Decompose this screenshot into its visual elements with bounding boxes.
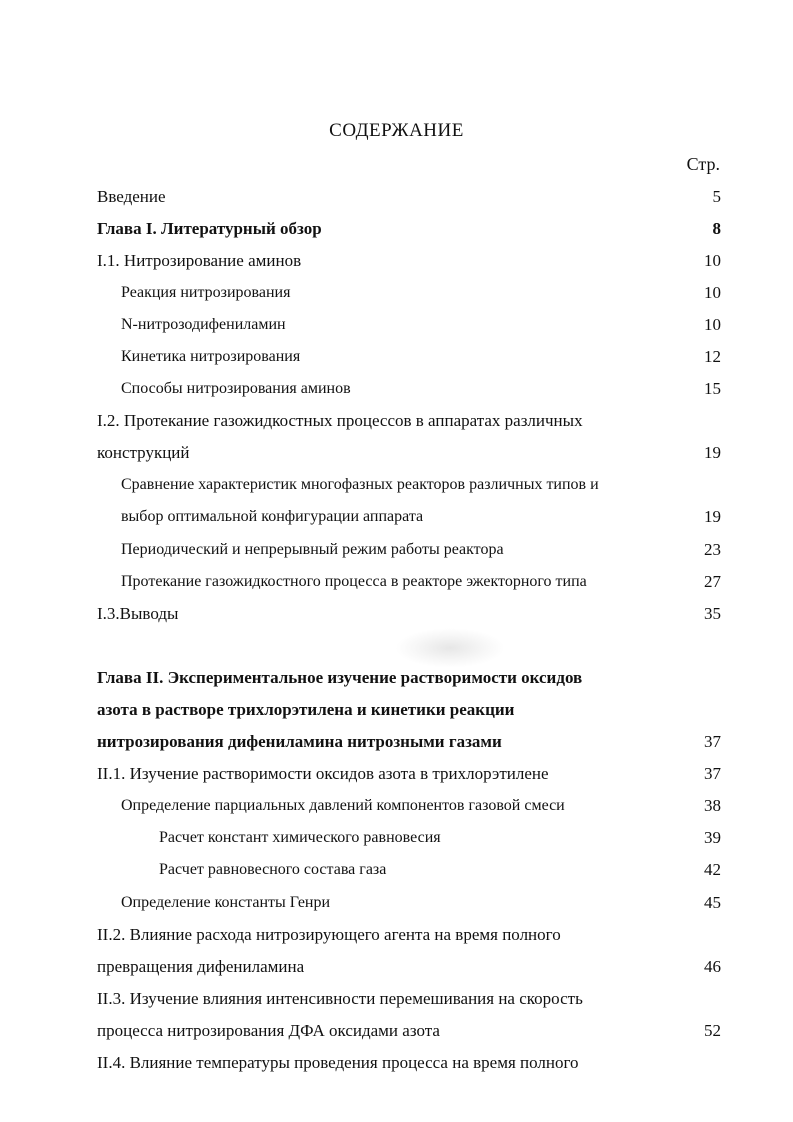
toc-entry-page: 10 bbox=[704, 315, 721, 334]
toc-entry bbox=[0, 1050, 793, 1076]
toc-entry-text: нитрозирования дифениламина нитрозными газами bbox=[97, 732, 502, 751]
toc-entry-text: превращения дифениламина bbox=[97, 957, 305, 976]
toc-entry-page: 37 bbox=[704, 764, 721, 783]
toc-entry-text: Реакция нитрозирования bbox=[121, 284, 291, 301]
toc-entry-text: Глава II. Экспериментальное изучение растворимости оксидов bbox=[97, 668, 583, 687]
toc-subentry bbox=[0, 472, 793, 498]
toc-entry-text: Сравнение характеристик многофазных реакторов различных типов и bbox=[121, 476, 599, 493]
toc-entry-text: II.1. Изучение растворимости оксидов азота в трихлорэтилене bbox=[97, 764, 549, 783]
toc-entry-text: Кинетика нитрозирования bbox=[121, 348, 301, 365]
toc-chapter bbox=[0, 216, 793, 242]
toc-entry-text: Глава I. Литературный обзор bbox=[97, 219, 322, 238]
toc-subentry bbox=[0, 312, 793, 338]
toc-subentry bbox=[0, 537, 793, 563]
toc-subentry bbox=[0, 890, 793, 916]
toc-entry bbox=[0, 184, 793, 210]
toc-entry-text: процесса нитрозирования ДФА оксидами азота bbox=[97, 1021, 440, 1040]
toc-entry-page: 46 bbox=[704, 957, 721, 976]
toc-entry-page: 23 bbox=[704, 540, 721, 559]
toc-subentry bbox=[0, 280, 793, 306]
toc-entry-text: конструкций bbox=[97, 443, 190, 462]
toc-entry-text: Определение парциальных давлений компонентов газовой смеси bbox=[121, 797, 565, 814]
toc-entry-text: II.3. Изучение влияния интенсивности перемешивания на скорость bbox=[97, 989, 583, 1008]
toc-entry-text: выбор оптимальной конфигурации аппарата bbox=[121, 508, 424, 525]
toc-entry bbox=[0, 1018, 793, 1044]
toc-subsubentry bbox=[0, 857, 793, 883]
toc-entry-page: 5 bbox=[712, 187, 721, 206]
toc-entry-page: 27 bbox=[704, 572, 721, 591]
toc-entry-page: 37 bbox=[704, 732, 721, 751]
toc-entry-page: 10 bbox=[704, 251, 721, 270]
toc-entry-text: Протекание газожидкостного процесса в реакторе эжекторного типа bbox=[121, 573, 587, 590]
scan-smudge bbox=[395, 628, 505, 668]
toc-chapter bbox=[0, 697, 793, 723]
toc-entry-page: 10 bbox=[704, 283, 721, 302]
toc-entry-text: Определение константы Генри bbox=[121, 894, 331, 911]
toc-subentry bbox=[0, 344, 793, 370]
toc-entry-page: 38 bbox=[704, 796, 721, 815]
toc-entry-page: 45 bbox=[704, 893, 721, 912]
toc-entry-text: Введение bbox=[97, 187, 166, 206]
toc-entry bbox=[0, 248, 793, 274]
toc-entry bbox=[0, 761, 793, 787]
toc-entry-page: 42 bbox=[704, 860, 721, 879]
toc-entry-page: 35 bbox=[704, 604, 721, 623]
toc-entry-page: 19 bbox=[704, 443, 721, 462]
toc-entry-page: 15 bbox=[704, 379, 721, 398]
toc-entry-text: Расчет равновесного состава газа bbox=[159, 861, 387, 878]
toc-entry-page: 19 bbox=[704, 507, 721, 526]
toc-subentry bbox=[0, 504, 793, 530]
toc-entry-text: I.1. Нитрозирование аминов bbox=[97, 251, 302, 270]
toc-entry-text: Периодический и непрерывный режим работы реактора bbox=[121, 541, 504, 558]
toc-subentry bbox=[0, 569, 793, 595]
toc-entry-text: II.4. Влияние температуры проведения процесса на время полного bbox=[97, 1053, 579, 1072]
toc-entry-text: I.3.Выводы bbox=[97, 604, 179, 623]
toc-entry-text: азота в растворе трихлорэтилена и кинетики реакции bbox=[97, 700, 515, 719]
toc-entry-page: 12 bbox=[704, 347, 721, 366]
toc-entry bbox=[0, 922, 793, 948]
toc-entry-page: 8 bbox=[712, 219, 721, 238]
toc-entry bbox=[0, 440, 793, 466]
toc-entry-page: 52 bbox=[704, 1021, 721, 1040]
toc-chapter bbox=[0, 729, 793, 755]
toc-entry-text: II.2. Влияние расхода нитрозирующего агента на время полного bbox=[97, 925, 561, 944]
toc-chapter bbox=[0, 665, 793, 691]
toc-subentry bbox=[0, 793, 793, 819]
page-column-header: Стр. bbox=[686, 154, 720, 174]
toc-entry bbox=[0, 601, 793, 627]
toc-entry-text: Расчет констант химического равновесия bbox=[159, 829, 441, 846]
toc-entry-text: I.2. Протекание газожидкостных процессов в аппаратах различных bbox=[97, 411, 583, 430]
toc-entry bbox=[0, 986, 793, 1012]
toc-entry bbox=[0, 954, 793, 980]
toc-entry bbox=[0, 408, 793, 434]
toc-subentry bbox=[0, 376, 793, 402]
toc-entry-text: N-нитрозодифениламин bbox=[121, 316, 286, 333]
toc-entry-page: 39 bbox=[704, 828, 721, 847]
toc-entry-text: Способы нитрозирования аминов bbox=[121, 380, 351, 397]
page-title: СОДЕРЖАНИЕ bbox=[329, 120, 464, 141]
toc-subsubentry bbox=[0, 825, 793, 851]
